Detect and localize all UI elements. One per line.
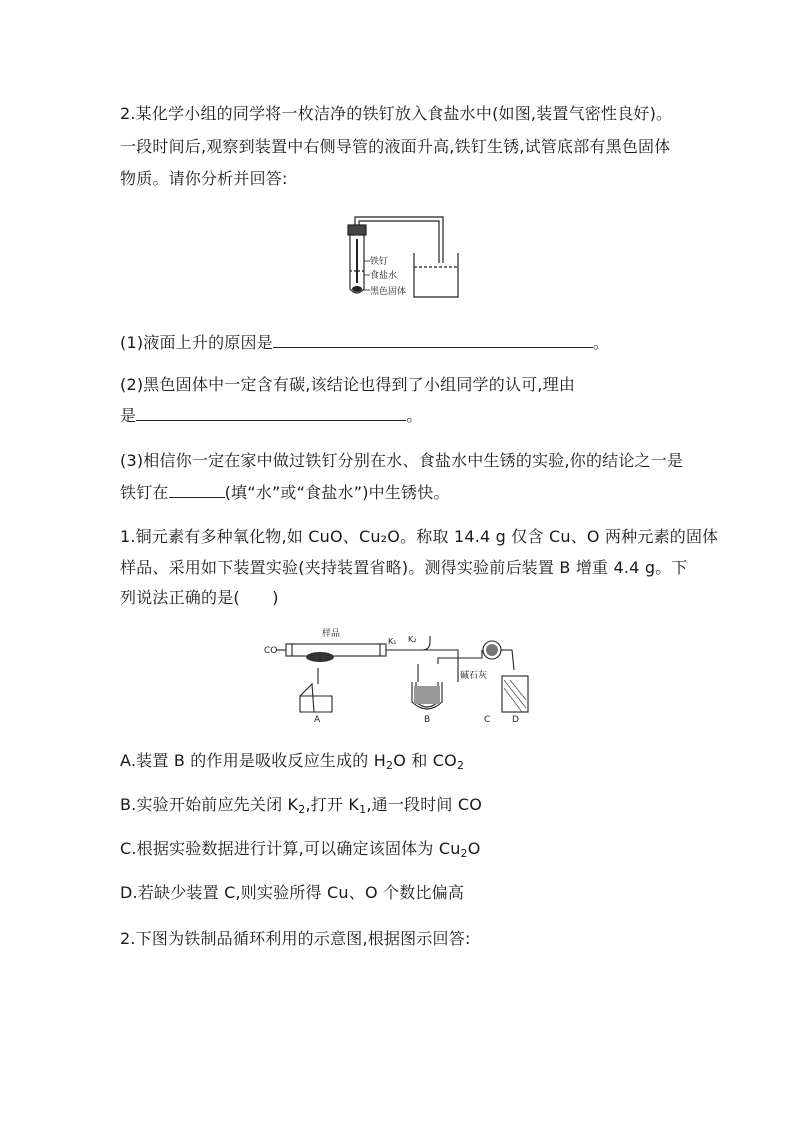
option-c-text-1: C.根据实验数据进行计算,可以确定该固体为 Cu — [120, 839, 461, 858]
copper-oxide-apparatus-figure — [262, 624, 542, 724]
answer-blank-2[interactable] — [136, 405, 406, 421]
label-d: D — [512, 715, 519, 724]
label-c: C — [484, 715, 491, 724]
q2b-stem-line1: 2.下图为铁制品循环利用的示意图,根据图示回答: — [120, 929, 471, 948]
subscript: 2 — [456, 759, 465, 772]
q1-stem-line2: 样品、采用如下装置实验(夹持装置省略)。测得实验前后装置 B 增重 4.4 g。下 — [120, 558, 688, 577]
label-k1: K₁ — [388, 637, 397, 646]
label-a: A — [314, 715, 321, 724]
label-salt-water: 食盐水 — [370, 271, 398, 281]
q2-sub2-line2 — [120, 403, 422, 426]
answer-blank-1[interactable] — [273, 332, 593, 348]
q2-sub1 — [120, 330, 609, 353]
label-black-solid: 黑色固体 — [370, 287, 407, 297]
q1-option-b: B.实验开始前应先关闭 $K_2$,打开 $K_1$,通一段时间 CO — [120, 795, 483, 816]
iron-nail-apparatus-figure — [340, 205, 460, 301]
q2-sub3-prefix: 铁钉在 — [120, 483, 169, 502]
subscript: 2 — [298, 803, 306, 816]
q1-option-a — [120, 748, 464, 772]
option-b-text-3: ,通一段时间 CO — [366, 795, 483, 814]
option-c-text-2: O — [467, 839, 481, 858]
q2-stem-line1: 2.某化学小组的同学将一枚洁净的铁钉放入食盐水中(如图,装置气密性良好)。 — [120, 104, 673, 123]
q2-sub2-line1: (2)黑色固体中一定含有碳,该结论也得到了小组同学的认可,理由 — [120, 375, 576, 394]
q2-sub2-suffix: 。 — [406, 406, 423, 425]
q2-sub1-suffix: 。 — [592, 333, 610, 352]
label-k2: K₂ — [408, 635, 417, 644]
label-soda-lime: 碱石灰 — [460, 671, 488, 681]
subscript: 2 — [460, 847, 468, 860]
label-co: CO — [264, 646, 278, 656]
subscript: 2 — [386, 759, 394, 772]
q2-sub3-suffix: (填“水”或“食盐水”)中生锈快。 — [224, 483, 450, 502]
label-b: B — [424, 715, 431, 724]
q2-sub3-line1: (3)相信你一定在家中做过铁钉分别在水、食盐水中生锈的实验,你的结论之一是 — [120, 451, 684, 470]
answer-blank-3[interactable] — [169, 482, 225, 498]
option-a-text-2: O 和 CO — [393, 751, 457, 770]
option-b-text-2: ,打开 K — [305, 795, 360, 814]
q1-stem-line3: 列说法正确的是( ) — [120, 588, 279, 607]
q1-option-c — [120, 836, 481, 860]
q2-sub2-prefix: 是 — [120, 406, 137, 425]
option-b-text-1: B.实验开始前应先关闭 K — [120, 795, 299, 814]
q2-stem-line3: 物质。请你分析并回答: — [120, 169, 288, 188]
q1-option-d: D.若缺少装置 C,则实验所得 Cu、O 个数比偏高 — [120, 883, 465, 902]
option-a-text-1: A.装置 B 的作用是吸收反应生成的 H — [120, 751, 387, 770]
q2-stem-line2: 一段时间后,观察到装置中右侧导管的液面升高,铁钉生锈,试管底部有黑色固体 — [120, 137, 671, 156]
q2-sub1-prefix: (1)液面上升的原因是 — [120, 333, 273, 352]
label-nail: 铁钉 — [370, 257, 389, 267]
label-sample: 样品 — [322, 629, 341, 639]
q2-sub3-line2 — [120, 480, 450, 503]
q1-stem-line1: 1.铜元素有多种氧化物,如 CuO、Cu₂O。称取 14.4 g 仅含 Cu、O 两种元素的固体 — [120, 527, 719, 546]
